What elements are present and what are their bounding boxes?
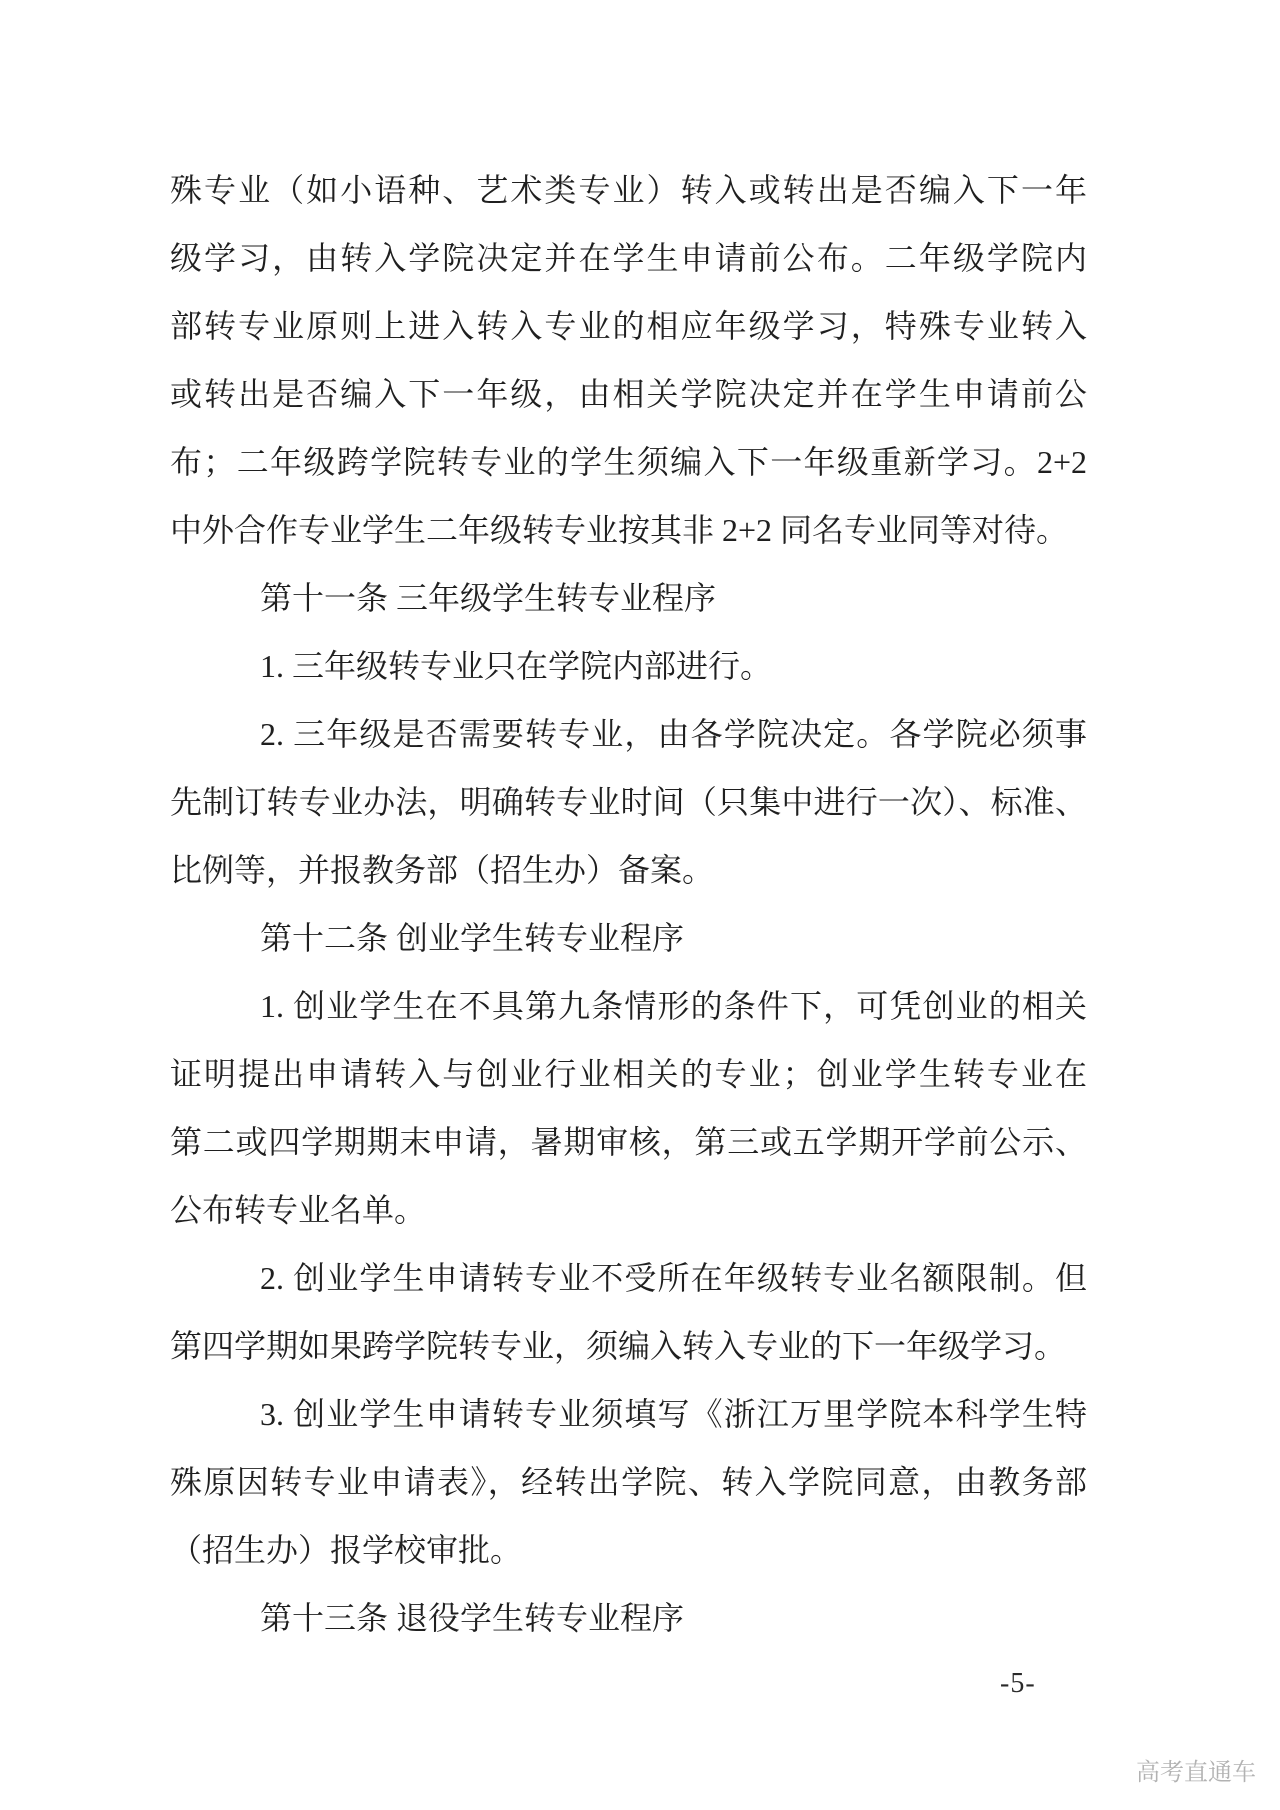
text-line: 1. 创业学生在不具第九条情形的条件下，可凭创业的相关 — [260, 988, 1087, 1024]
watermark: 高考直通车 — [1136, 1759, 1256, 1786]
page-number: -5- — [1000, 1668, 1036, 1699]
text-line: 3. 创业学生申请转专业须填写《浙江万里学院本科学生特 — [260, 1396, 1087, 1432]
text-line: 2. 创业学生申请转专业不受所在年级转专业名额限制。但 — [260, 1260, 1087, 1296]
text-line: 先制订转专业办法，明确转专业时间（只集中进行一次）、标准、 — [170, 784, 1087, 820]
text-line: 或转出是否编入下一年级，由相关学院决定并在学生申请前公 — [170, 376, 1087, 412]
text-line: 级学习，由转入学院决定并在学生申请前公布。二年级学院内 — [170, 240, 1087, 276]
text-line: 证明提出申请转入与创业行业相关的专业；创业学生转专业在 — [170, 1056, 1087, 1092]
text-line: 殊原因转专业申请表》，经转出学院、转入学院同意，由教务部 — [170, 1464, 1087, 1500]
text-line: 第十三条 退役学生转专业程序 — [260, 1600, 685, 1636]
text-line: 1. 三年级转专业只在学院内部进行。 — [260, 648, 773, 684]
text-line: 第十一条 三年级学生转专业程序 — [260, 580, 717, 616]
text-line: 中外合作专业学生二年级转专业按其非 2+2 同名专业同等对待。 — [170, 512, 1069, 548]
text-line: 布；二年级跨学院转专业的学生须编入下一年级重新学习。2+2 — [170, 444, 1087, 480]
text-line: 第十二条 创业学生转专业程序 — [260, 920, 685, 956]
text-block — [170, 156, 1087, 1652]
text-line: 部转专业原则上进入转入专业的相应年级学习，特殊专业转入 — [170, 308, 1087, 344]
text-line: （招生办）报学校审批。 — [170, 1532, 523, 1568]
text-line: 殊专业（如小语种、艺术类专业）转入或转出是否编入下一年 — [170, 172, 1087, 208]
text-line: 比例等，并报教务部（招生办）备案。 — [170, 852, 715, 888]
text-line: 第二或四学期期末申请，暑期审核，第三或五学期开学前公示、 — [170, 1124, 1087, 1160]
text-line: 2. 三年级是否需要转专业，由各学院决定。各学院必须事 — [260, 716, 1087, 752]
text-line: 公布转专业名单。 — [170, 1192, 427, 1228]
text-line: 第四学期如果跨学院转专业，须编入转入专业的下一年级学习。 — [170, 1328, 1067, 1364]
